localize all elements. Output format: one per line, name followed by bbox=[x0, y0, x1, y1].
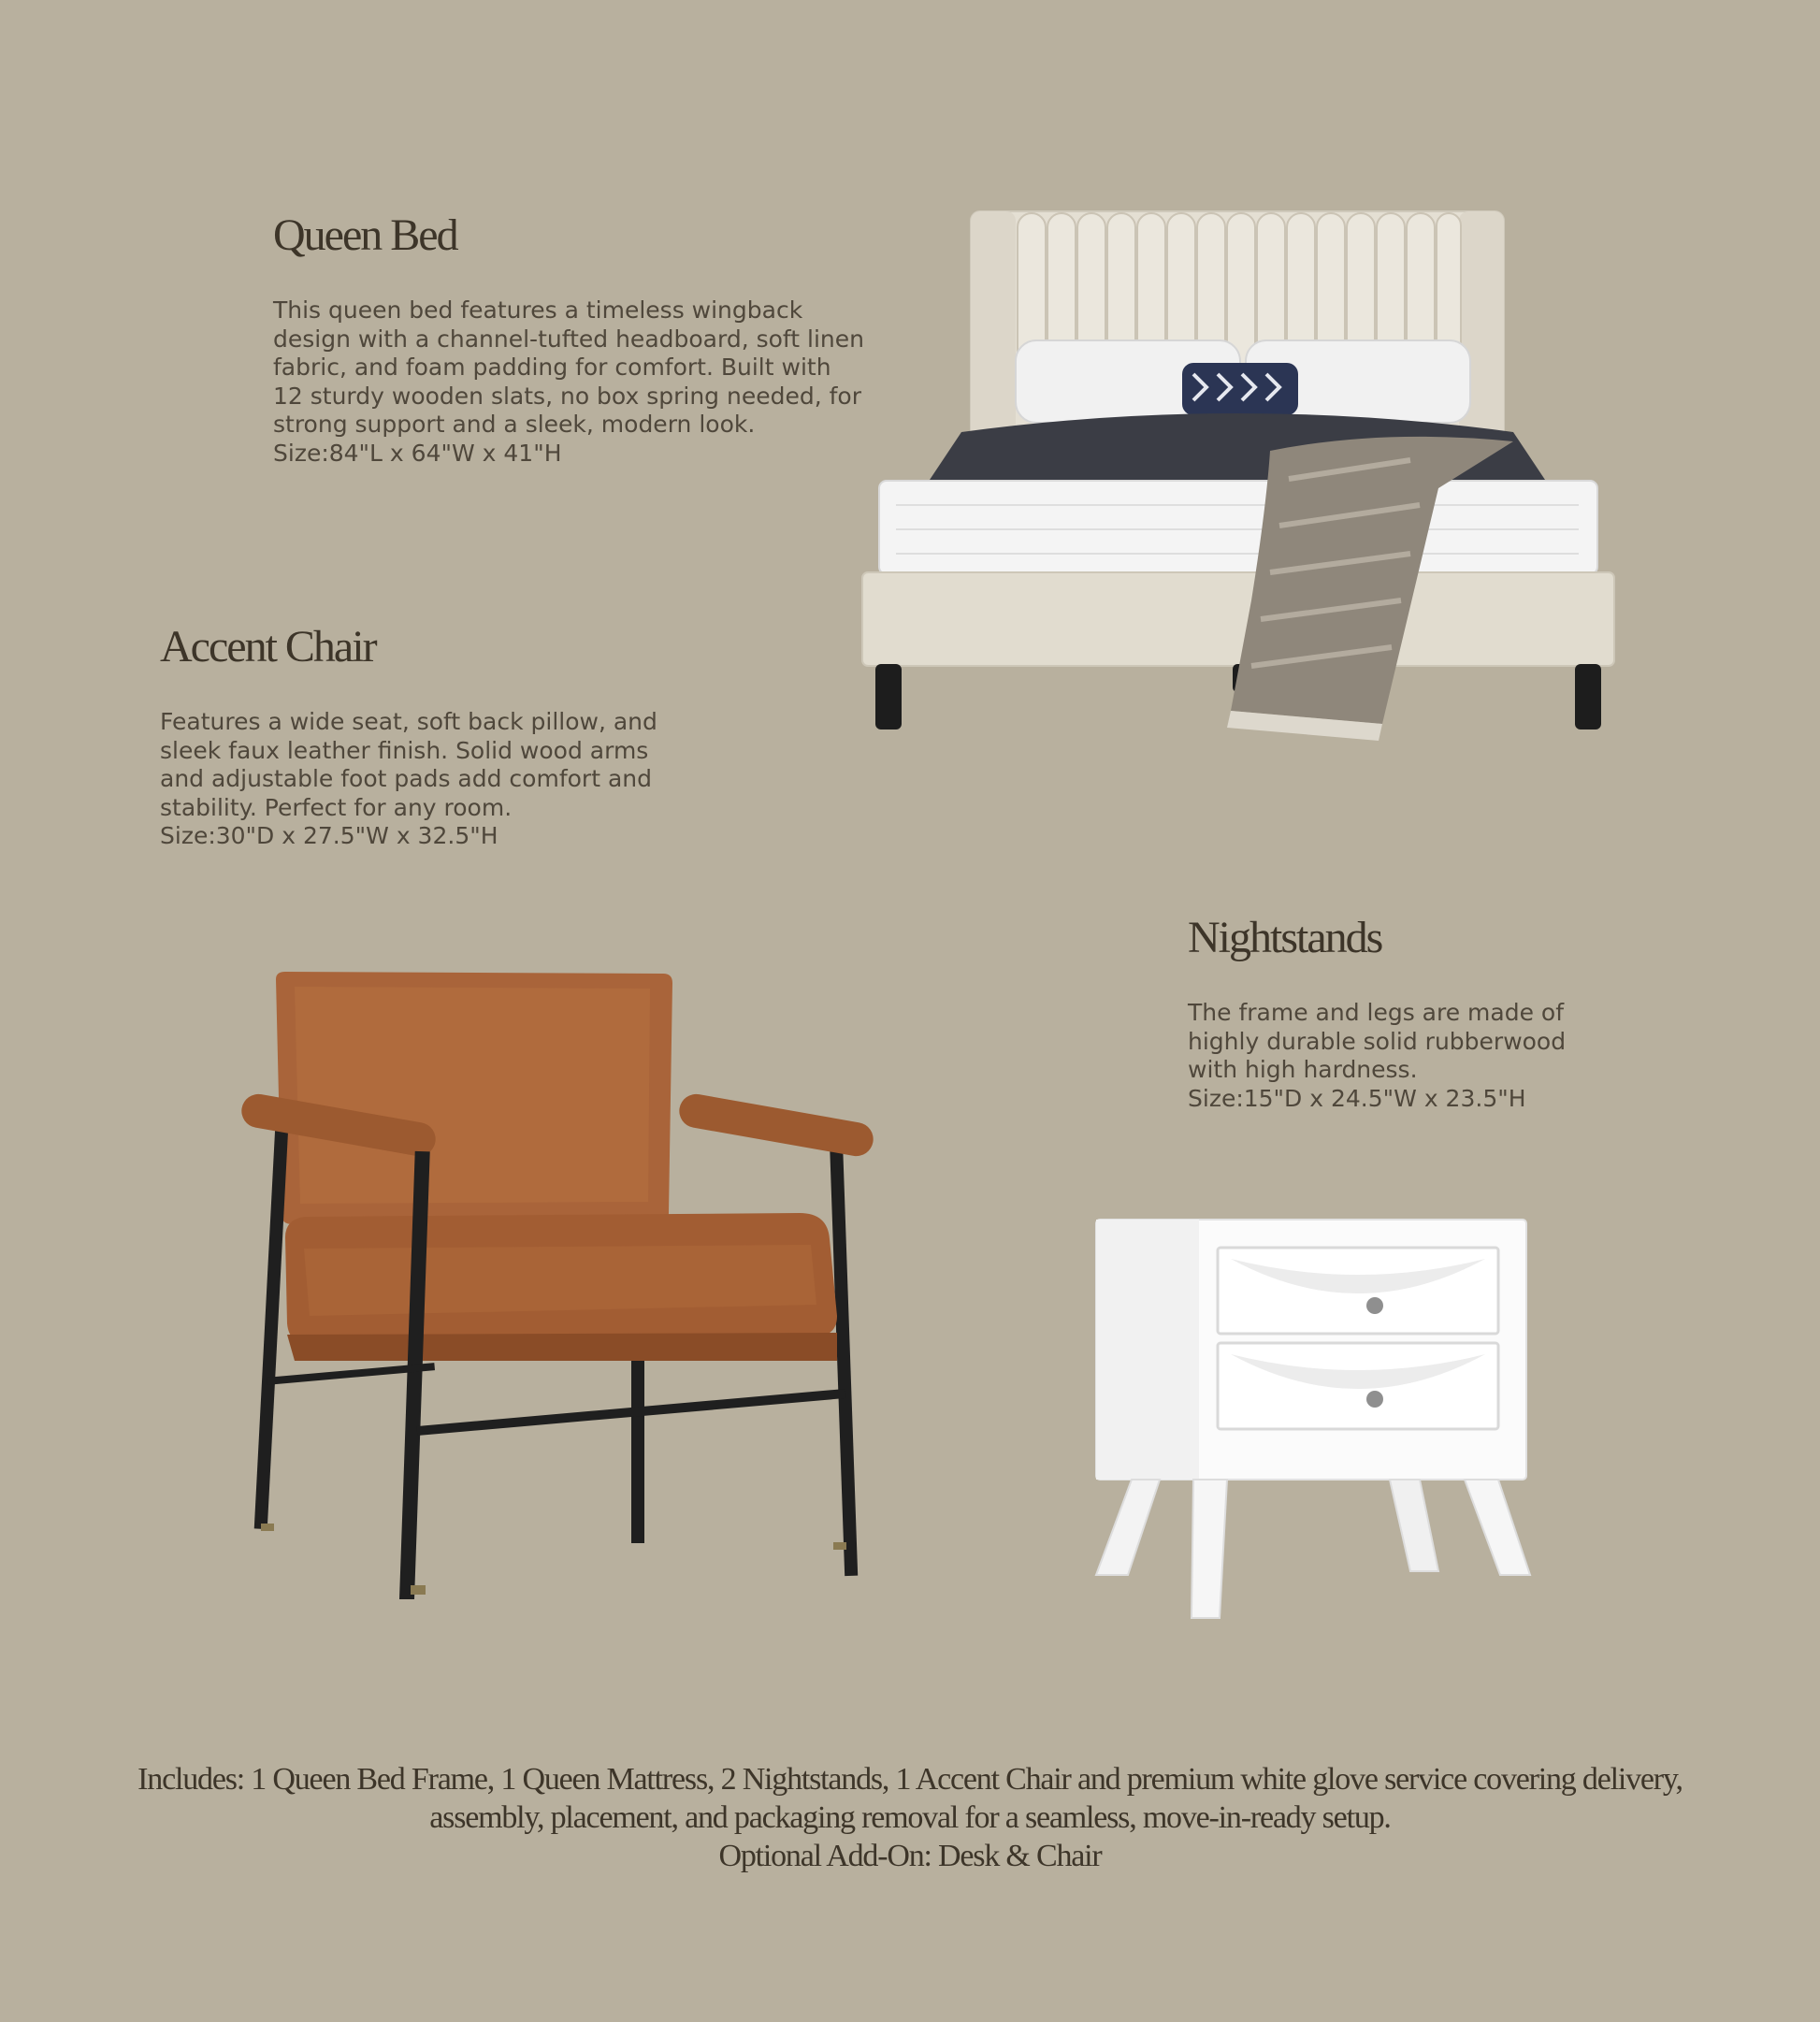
queen-bed-title: Queen Bed bbox=[273, 210, 457, 260]
queen-bed-desc-line: strong support and a sleek, modern look. bbox=[273, 411, 756, 438]
accent-chair-desc-line: sleek faux leather finish. Solid wood arms bbox=[160, 736, 649, 764]
accent-chair-desc-line: stability. Perfect for any room. bbox=[160, 793, 513, 821]
nightstands-desc-line: with high hardness. bbox=[1188, 1056, 1418, 1083]
nightstands-title: Nightstands bbox=[1188, 913, 1382, 962]
queen-bed-desc-line: design with a channel-tufted headboard, soft linen bbox=[273, 325, 864, 353]
optional-addon: Optional Add-On: Desk & Chair bbox=[718, 1839, 1102, 1873]
accent-chair-title: Accent Chair bbox=[160, 622, 376, 672]
queen-bed-image bbox=[859, 208, 1618, 743]
nightstands-size: Size:15"D x 24.5"W x 23.5"H bbox=[1188, 1084, 1526, 1112]
queen-bed-desc-line: 12 sturdy wooden slats, no box spring needed, for bbox=[273, 382, 861, 410]
nightstand-image bbox=[1091, 1216, 1532, 1620]
package-summary bbox=[56, 1760, 1764, 1875]
package-summary-line: assembly, placement, and packaging removal for a seamless, move-in-ready setup. bbox=[429, 1800, 1391, 1835]
accent-chair-image bbox=[238, 968, 884, 1599]
queen-bed-size: Size:84"L x 64"W x 41"H bbox=[273, 439, 562, 467]
queen-bed-desc-line: fabric, and foam padding for comfort. Built with bbox=[273, 354, 831, 381]
accent-chair-desc-line: and adjustable foot pads add comfort and bbox=[160, 765, 652, 792]
accent-chair-desc-line: Features a wide seat, soft back pillow, and bbox=[160, 708, 657, 735]
queen-bed-desc-line: This queen bed features a timeless wingback bbox=[273, 296, 803, 324]
nightstands-desc-line: highly durable solid rubberwood bbox=[1188, 1027, 1567, 1055]
nightstands-desc-line: The frame and legs are made of bbox=[1188, 999, 1565, 1026]
accent-chair-description bbox=[160, 708, 657, 851]
nightstands-description bbox=[1188, 999, 1566, 1113]
accent-chair-size: Size:30"D x 27.5"W x 32.5"H bbox=[160, 822, 498, 849]
package-summary-line: Includes: 1 Queen Bed Frame, 1 Queen Mattress, 2 Nightstands, 1 Accent Chair and premium white glove service covering delivery, bbox=[137, 1762, 1683, 1797]
queen-bed-description bbox=[273, 296, 864, 468]
